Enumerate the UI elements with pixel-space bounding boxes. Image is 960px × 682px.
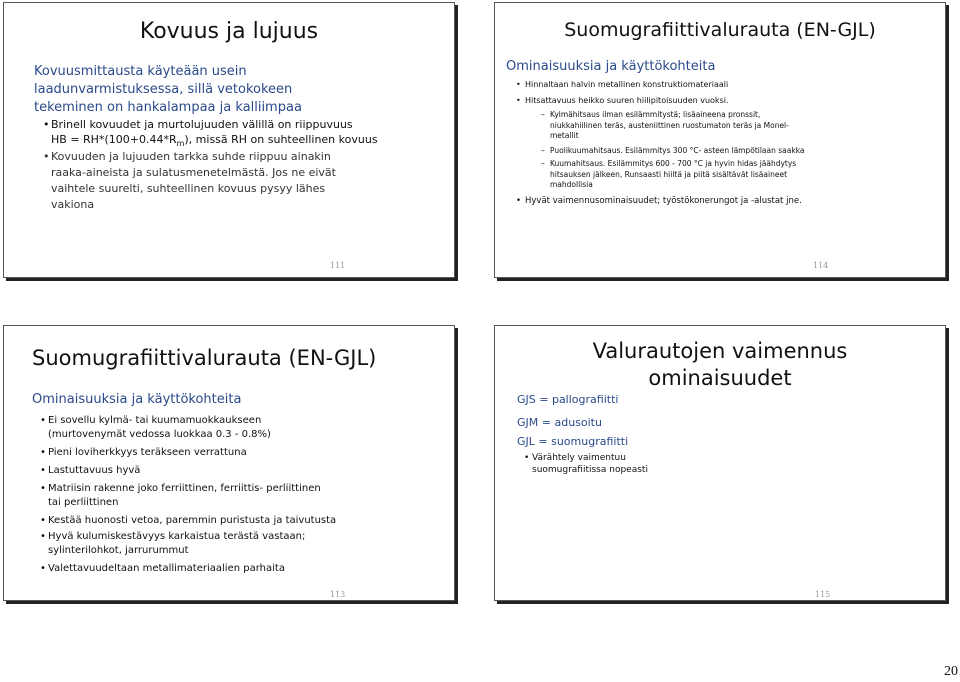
intro-line: Kovuusmittausta käyteään usein [34, 64, 247, 79]
bullet-dot-icon: • [40, 465, 46, 476]
item-line: Valettavuudeltaan metallimateriaalien parhaita [48, 563, 285, 574]
dash-icon: – [541, 146, 545, 155]
dash-line: mahdollisia [550, 180, 593, 189]
bullet-line: suomugrafiitissa nopeasti [532, 465, 648, 475]
title-line: ominaisuudet [648, 366, 792, 390]
dash-puolikuuma [541, 146, 805, 157]
intro-text [34, 63, 302, 117]
bullet-line: Hyvät vaimennusominaisuudet; työstökonerungot ja -alustat jne. [525, 196, 802, 206]
list-item [40, 414, 336, 442]
list-item [40, 530, 336, 558]
title-line: Valurautojen vaimennus [592, 339, 848, 363]
slide-113 [3, 325, 455, 601]
slide-111 [3, 2, 455, 278]
slide-title [495, 338, 945, 392]
item-line: sylinterilohkot, jarrurummut [48, 545, 189, 556]
item-line: Ei sovellu kylmä- tai kuumamuokkaukseen [48, 415, 262, 426]
bullet-kovuus [43, 149, 336, 213]
bullet-line: Hitsattavuus heikko suuren hiilipitoisuuden vuoksi. [525, 96, 729, 105]
dash-line: metallit [550, 131, 579, 140]
bullet-line: raaka-aineista ja sulatusmenetelmästä. Jos ne eivät [51, 166, 336, 179]
bullet-line: vaihtele suurelti, suhteellinen kovuus pysyy lähes [51, 182, 326, 195]
dash-line: Kuumahitsaus. Esilämmitys 600 - 700 °C ja hyvin hidas jäähdytys [550, 159, 797, 168]
bullet-dot-icon: • [40, 483, 46, 494]
bullet-line: Brinell kovuudet ja murtolujuuden välillä on riippuvuus [51, 118, 353, 131]
bullet-dot-icon: • [40, 531, 46, 542]
intro-line: laadunvarmistuksessa, sillä vetokokeen [34, 82, 293, 97]
page-number: 20 [944, 664, 958, 679]
list-item [40, 464, 336, 478]
bullet-line: Hinnaltaan halvin metallinen konstruktiomateriaali [525, 80, 729, 89]
bullet-dot-icon: • [40, 515, 46, 526]
dash-icon: – [541, 110, 545, 119]
formula-a: HB = RH*(100+0.44*R [51, 133, 177, 146]
slide-title: Suomugrafiittivalurauta (EN-GJL) [564, 19, 876, 41]
slide-114 [494, 2, 946, 278]
bullet-dot-icon: • [40, 563, 46, 574]
slide-number: 115 [815, 590, 831, 599]
item-line: Pieni loviherkkyys teräkseen verrattuna [48, 447, 247, 458]
dash-icon: – [541, 159, 545, 168]
item-line: Matriisin rakenne joko ferriittinen, ferriittis- perliittinen [48, 483, 321, 494]
list-item [40, 482, 336, 510]
slide-title: Suomugrafiittivalurauta (EN-GJL) [32, 346, 377, 370]
bullet-dot-icon: • [40, 415, 46, 426]
list-item [40, 446, 336, 460]
slide-115 [494, 325, 946, 601]
dash-kuumahitsaus [541, 159, 797, 191]
bullet-dot-icon: • [43, 150, 50, 163]
list-item [40, 514, 337, 528]
intro-line: tekeminen on hankalampaa ja kalliimpaa [34, 100, 302, 115]
item-line: Lastuttavuus hyvä [48, 465, 141, 476]
bullet-dot-icon: • [43, 118, 50, 131]
slide-number: 111 [330, 261, 346, 270]
line-gjm: GJM = adusoitu [517, 416, 602, 429]
bullet-list [40, 414, 337, 576]
line-gjs: GJS = pallografiitti [517, 393, 619, 406]
item-line: tai perliittinen [48, 497, 119, 508]
slide-subtitle: Ominaisuuksia ja käyttökohteita [32, 392, 242, 407]
bullet-varahtely [524, 452, 648, 476]
formula-b: ), missä RH on suhteellinen kovuus [184, 133, 378, 146]
list-item [40, 562, 336, 576]
item-line: (murtovenymät vedossa luokkaa 0.3 - 0.8%) [48, 429, 271, 440]
bullet-dot-icon: • [516, 96, 521, 105]
bullet-line: Kovuuden ja lujuuden tarkka suhde riippuu ainakin [51, 150, 331, 163]
dash-line: niukkahiilinen teräs, austeniittinen ruostumaton teräs ja Monel- [550, 120, 789, 130]
item-line: Kestää huonosti vetoa, paremmin puristusta ja taivutusta [48, 515, 337, 526]
dash-kylmahitsaus [541, 110, 789, 142]
bullet-dot-icon: • [524, 453, 530, 463]
bullet-line: Värähtely vaimentuu [532, 453, 626, 463]
bullet-dot-icon: • [516, 80, 521, 89]
dash-line: Puolikuumahitsaus. Esilämmitys 300 °C- asteen lämpötilaan saakka [550, 146, 805, 155]
bullet-line: vakiona [51, 198, 95, 211]
bullet-vaimennus [516, 196, 802, 207]
slide-subtitle: Ominaisuuksia ja käyttökohteita [506, 59, 716, 74]
dash-line: Kylmähitsaus ilman esilämmitystä; lisäaineena pronssit, [550, 110, 761, 119]
bullet-dot-icon: • [40, 447, 46, 458]
bullet-hitsattavuus [516, 95, 729, 106]
slide-number: 114 [813, 261, 829, 270]
slide-number: 113 [330, 590, 346, 599]
line-gjl: GJL = suomugrafiitti [517, 435, 629, 448]
formula-sub: m [176, 139, 185, 149]
item-line: Hyvä kulumiskestävyys karkaistua terästä vastaan; [48, 531, 306, 542]
bullet-dot-icon: • [516, 196, 522, 206]
dash-line: hitsauksen jälkeen, Runsaasti hiiltä ja piitä sisältävät lisäaineet [550, 169, 788, 179]
bullet-hinta [516, 79, 729, 90]
bullet-brinell [43, 117, 378, 151]
slide-title: Kovuus ja lujuus [139, 19, 319, 44]
